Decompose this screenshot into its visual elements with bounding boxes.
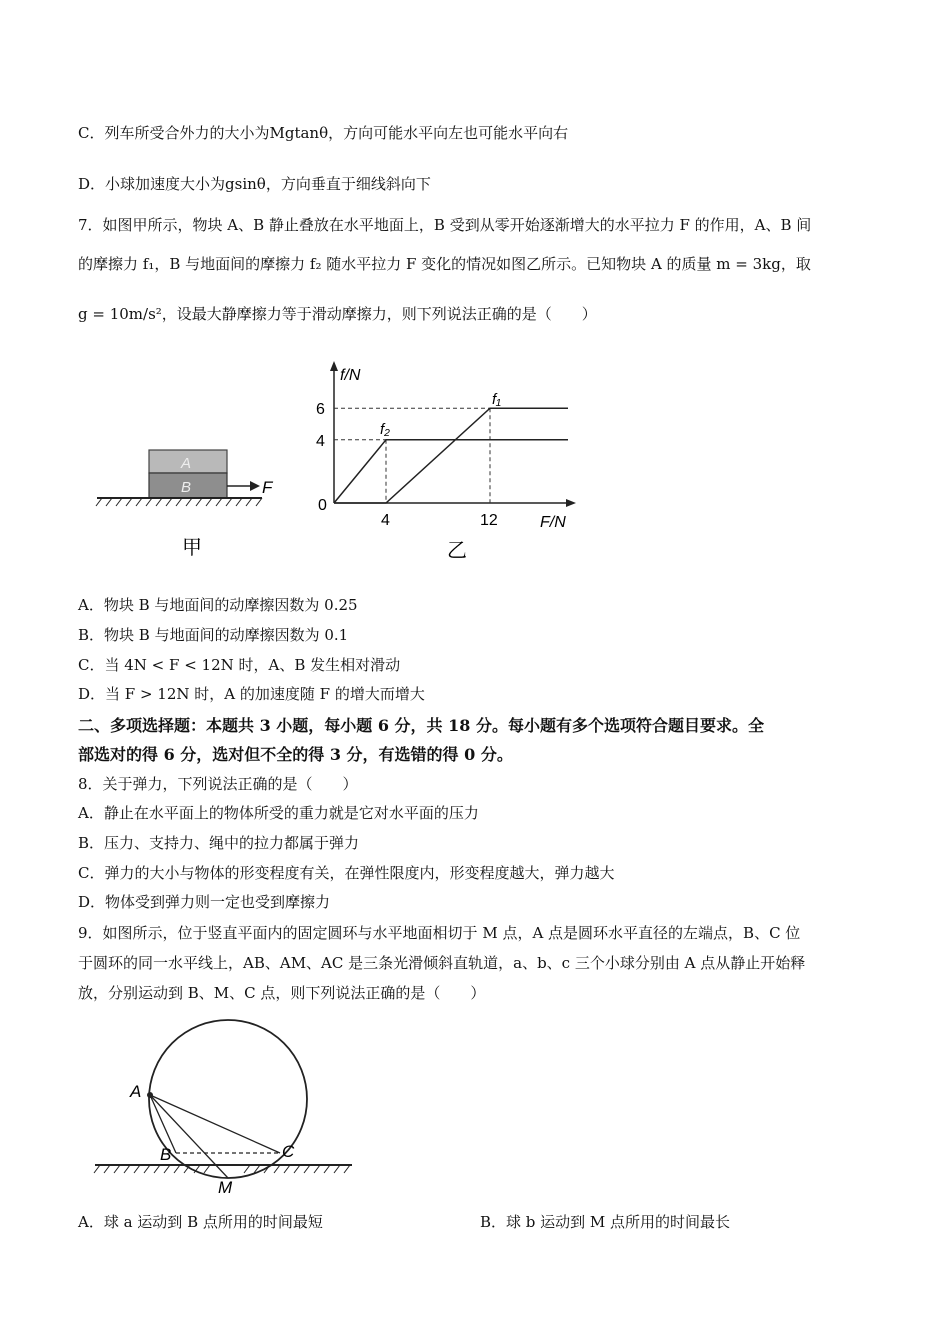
- section2-heading-line1: 二、多项选择题：本题共 3 小题，每小题 6 分，共 18 分。每小题有多个选项符合题目要求。全: [78, 716, 764, 735]
- label-c: C: [282, 1142, 295, 1161]
- q9-stem-line2: 于圆环的同一水平线上，AB、AM、AC 是三条光滑倾斜直轨道，a、b、c 三个小球分别由 A 点从静止开始释: [78, 954, 806, 972]
- y-tick-6: 6: [316, 401, 325, 419]
- q7-option-d: D．当 F > 12N 时，A 的加速度随 F 的增大而增大: [78, 685, 425, 703]
- label-b: B: [160, 1145, 172, 1164]
- q9-stem-line3: 放，分别运动到 B、M、C 点，则下列说法正确的是（ ）: [78, 984, 486, 1002]
- q8-option-c: C．弹力的大小与物体的形变程度有关，在弹性限度内，形变程度越大，弹力越大: [78, 864, 615, 882]
- x-tick-4: 4: [381, 512, 390, 529]
- q8-option-d: D．物体受到弹力则一定也受到摩擦力: [78, 893, 331, 911]
- figure-ring: [90, 1015, 360, 1200]
- y-tick-4: 4: [316, 432, 325, 450]
- y-axis-label: f/N: [340, 367, 361, 384]
- series-f1-label: f₁: [492, 391, 501, 409]
- origin-label: 0: [318, 497, 327, 514]
- caption-yi: 乙: [447, 540, 467, 562]
- q9-stem-line1: 9．如图所示，位于竖直平面内的固定圆环与水平地面相切于 M 点，A 点是圆环水平直径的左端点，B、C 位: [78, 924, 801, 942]
- series-f2-line: [334, 440, 568, 503]
- q6-option-d: D．小球加速度大小为gsinθ，方向垂直于细线斜向下: [78, 175, 431, 193]
- x-axis-label: F/N: [540, 514, 566, 531]
- series-f2-label: f₂: [380, 420, 390, 438]
- q7-stem-line1: 7．如图甲所示，物块 A、B 静止叠放在水平地面上，B 受到从零开始逐渐增大的水平拉力 F 的作用，A、B 间: [78, 216, 812, 234]
- figure-jia: [92, 440, 292, 565]
- q7-option-c: C．当 4N < F < 12N 时，A、B 发生相对滑动: [78, 656, 401, 674]
- figure-yi-graph: [300, 355, 600, 570]
- q7-stem-line3: g = 10m/s²，设最大静摩擦力等于滑动摩擦力，则下列说法正确的是（ ）: [78, 305, 597, 323]
- q9-option-b: B．球 b 运动到 M 点所用的时间最长: [480, 1213, 731, 1231]
- q6-option-c: C．列车所受合外力的大小为Mgtanθ，方向可能水平向左也可能水平向右: [78, 124, 569, 142]
- q7-option-b: B．物块 B 与地面间的动摩擦因数为 0.1: [78, 626, 349, 644]
- force-label: F: [262, 478, 273, 497]
- q8-option-b: B．压力、支持力、绳中的拉力都属于弹力: [78, 834, 360, 852]
- series-f1-line: [334, 408, 568, 503]
- caption-jia: 甲: [182, 537, 202, 559]
- x-tick-12: 12: [480, 512, 498, 529]
- block-a-label: A: [181, 455, 192, 472]
- block-b-label: B: [181, 479, 192, 496]
- q7-option-a: A．物块 B 与地面间的动摩擦因数为 0.25: [78, 596, 358, 614]
- label-a: A: [130, 1082, 142, 1101]
- q9-option-a: A．球 a 运动到 B 点所用的时间最短: [78, 1213, 323, 1231]
- q8-option-a: A．静止在水平面上的物体所受的重力就是它对水平面的压力: [78, 804, 479, 822]
- point-a: [147, 1092, 153, 1098]
- q7-stem-line2: 的摩擦力 f₁，B 与地面间的摩擦力 f₂ 随水平拉力 F 变化的情况如图乙所示。已知物块 A 的质量 m = 3kg，取: [78, 255, 811, 273]
- label-m: M: [218, 1178, 233, 1197]
- section2-heading-line2: 部选对的得 6 分，选对但不全的得 3 分，有选错的得 0 分。: [78, 745, 513, 764]
- q8-stem: 8．关于弹力，下列说法正确的是（ ）: [78, 775, 358, 793]
